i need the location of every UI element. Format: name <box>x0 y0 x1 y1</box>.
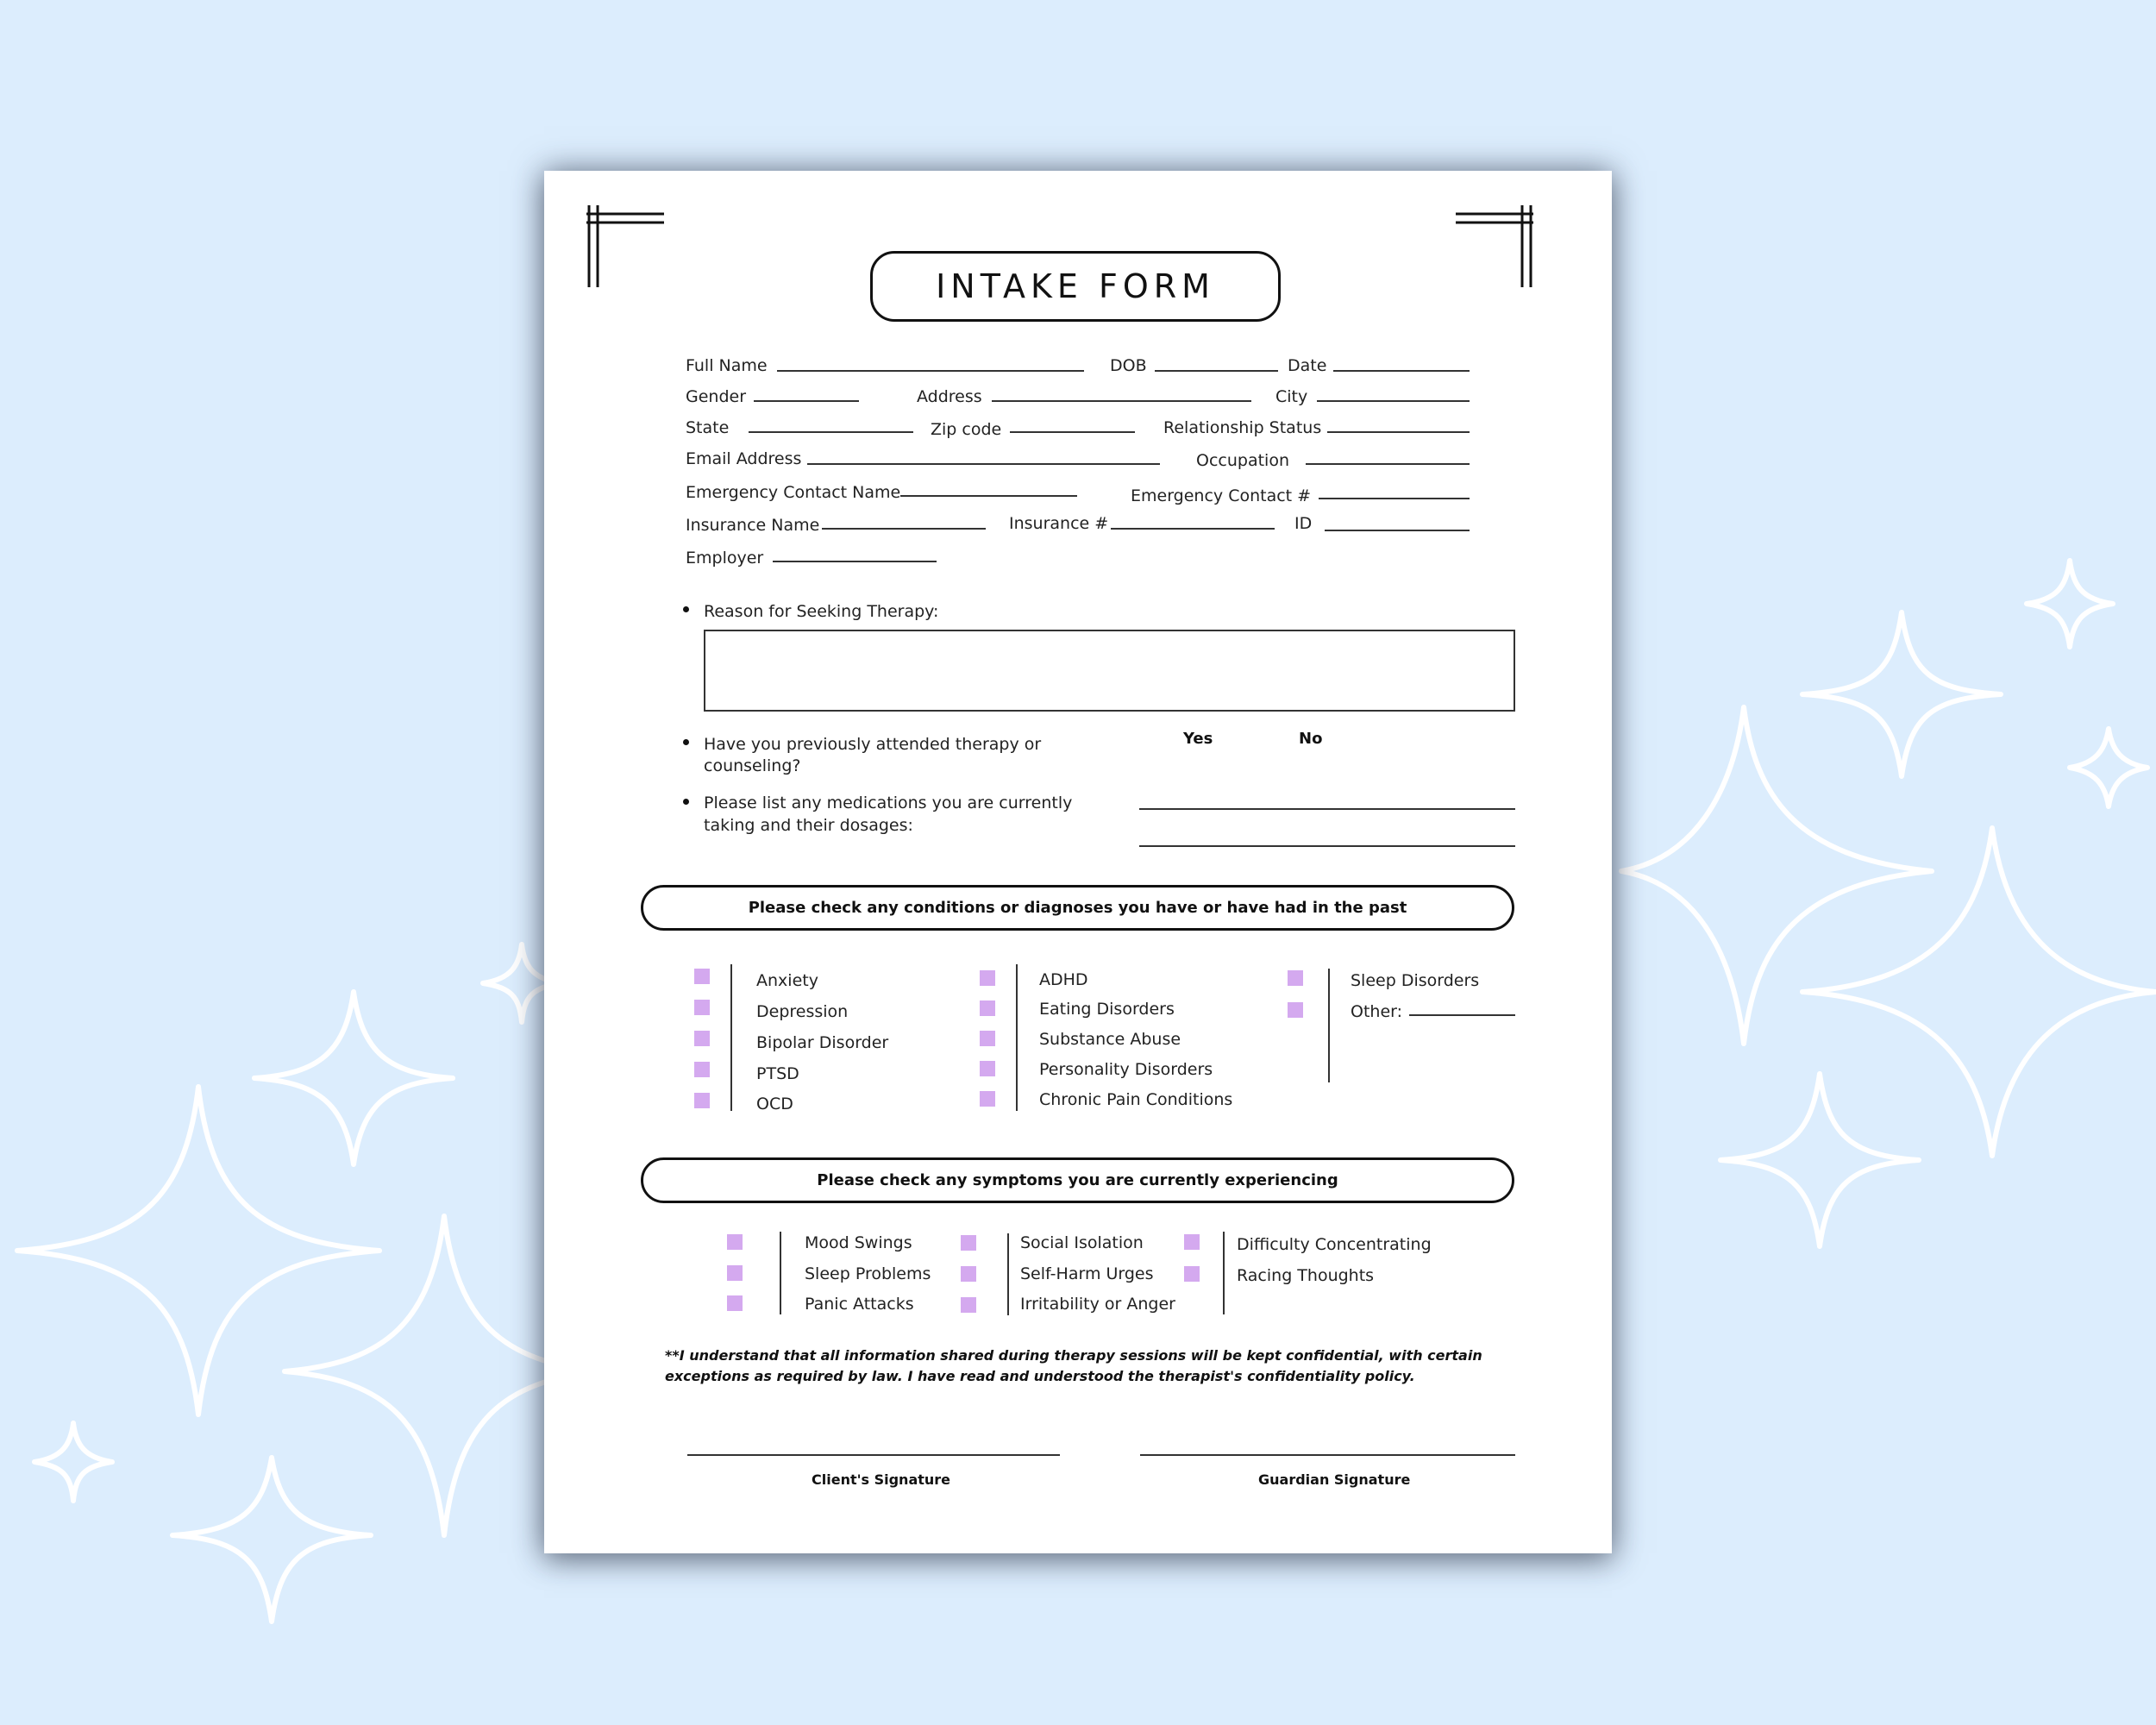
sparkle-icon <box>1802 612 2001 776</box>
column-divider <box>1007 1233 1009 1315</box>
emergency-contact-number-label: Emergency Contact # <box>1131 486 1312 505</box>
gender-field[interactable] <box>754 400 859 402</box>
id-field[interactable] <box>1325 530 1470 531</box>
panic-attacks-checkbox[interactable] <box>727 1295 743 1311</box>
yes-option[interactable]: Yes <box>1183 730 1213 748</box>
social-isolation-checkbox[interactable] <box>961 1235 976 1251</box>
full-name-field[interactable] <box>777 370 1084 372</box>
sparkle-icon <box>2070 729 2147 806</box>
bipolar-disorder-checkbox[interactable] <box>694 1031 710 1046</box>
sleep-problems-checkbox[interactable] <box>727 1265 743 1281</box>
symptom-label: Social Isolation <box>1020 1233 1144 1252</box>
occupation-label: Occupation <box>1196 451 1289 470</box>
condition-label: Chronic Pain Conditions <box>1039 1090 1233 1109</box>
corner-ornament-right-icon <box>1456 205 1533 287</box>
conditions-header: Please check any conditions or diagnoses you have or have had in the past <box>641 885 1514 931</box>
employer-field[interactable] <box>773 561 937 562</box>
column-divider <box>780 1232 781 1314</box>
symptom-label: Sleep Problems <box>805 1264 931 1283</box>
sleep-disorders-checkbox[interactable] <box>1288 970 1303 986</box>
condition-label: PTSD <box>756 1064 799 1083</box>
symptoms-header: Please check any symptoms you are currently experiencing <box>641 1157 1514 1203</box>
symptom-label: Mood Swings <box>805 1233 912 1252</box>
sparkle-icon <box>1621 707 1932 1044</box>
insurance-number-label: Insurance # <box>1009 514 1109 533</box>
condition-label: Substance Abuse <box>1039 1030 1181 1049</box>
column-divider <box>1223 1232 1225 1314</box>
mood-swings-checkbox[interactable] <box>727 1234 743 1250</box>
bullet-icon <box>683 606 689 612</box>
bullet-icon <box>683 799 689 805</box>
client-signature-label: Client's Signature <box>812 1471 951 1488</box>
symptom-label: Racing Thoughts <box>1237 1266 1375 1285</box>
ptsd-checkbox[interactable] <box>694 1062 710 1077</box>
self-harm-urges-checkbox[interactable] <box>961 1266 976 1282</box>
form-title: INTAKE FORM <box>870 251 1281 322</box>
sparkle-icon <box>1802 828 2156 1156</box>
sparkle-icon <box>2027 561 2113 647</box>
address-field[interactable] <box>992 400 1251 402</box>
no-option[interactable]: No <box>1299 730 1323 748</box>
column-divider <box>1016 964 1018 1111</box>
medications-field-2[interactable] <box>1139 845 1515 847</box>
eating-disorders-checkbox[interactable] <box>980 1000 995 1016</box>
intake-form-page <box>544 171 1612 1553</box>
difficulty-concentrating-checkbox[interactable] <box>1184 1234 1200 1250</box>
sparkle-icon <box>172 1458 371 1622</box>
adhd-checkbox[interactable] <box>980 970 995 986</box>
bullet-icon <box>683 739 689 745</box>
sparkle-icon <box>34 1423 112 1501</box>
date-label: Date <box>1288 356 1327 375</box>
condition-label: OCD <box>756 1095 793 1113</box>
guardian-signature-field[interactable] <box>1140 1454 1515 1456</box>
condition-label: Personality Disorders <box>1039 1060 1213 1079</box>
sparkle-icon <box>1720 1074 1919 1246</box>
emergency-contact-name-label: Emergency Contact Name <box>686 483 901 502</box>
ocd-checkbox[interactable] <box>694 1093 710 1108</box>
occupation-field[interactable] <box>1306 463 1470 465</box>
relationship-status-label: Relationship Status <box>1163 418 1322 437</box>
condition-label: Other: <box>1351 1002 1403 1021</box>
address-label: Address <box>917 387 982 406</box>
medications-field-1[interactable] <box>1139 808 1515 810</box>
zip-code-field[interactable] <box>1010 431 1135 433</box>
anxiety-checkbox[interactable] <box>694 969 710 984</box>
emergency-contact-name-field[interactable] <box>900 495 1077 497</box>
guardian-signature-label: Guardian Signature <box>1258 1471 1411 1488</box>
irritability-checkbox[interactable] <box>961 1297 976 1313</box>
previous-therapy-question-cont: counseling? <box>704 756 801 775</box>
date-field[interactable] <box>1333 370 1470 372</box>
medications-question-cont: taking and their dosages: <box>704 816 913 835</box>
insurance-name-label: Insurance Name <box>686 516 820 535</box>
symptom-label: Self-Harm Urges <box>1020 1264 1154 1283</box>
condition-label: Sleep Disorders <box>1351 971 1480 990</box>
column-divider <box>1328 969 1330 1082</box>
chronic-pain-checkbox[interactable] <box>980 1091 995 1107</box>
symptom-label: Difficulty Concentrating <box>1237 1235 1432 1254</box>
state-field[interactable] <box>749 431 913 433</box>
symptom-label: Panic Attacks <box>805 1295 914 1314</box>
employer-label: Employer <box>686 549 764 568</box>
reason-textarea[interactable] <box>704 630 1515 712</box>
symptom-label: Irritability or Anger <box>1020 1295 1175 1314</box>
condition-label: Eating Disorders <box>1039 1000 1175 1019</box>
id-label: ID <box>1294 514 1313 533</box>
dob-field[interactable] <box>1155 370 1278 372</box>
condition-label: Depression <box>756 1002 849 1021</box>
condition-label: Bipolar Disorder <box>756 1033 889 1052</box>
dob-label: DOB <box>1110 356 1147 375</box>
full-name-label: Full Name <box>686 356 768 375</box>
other-condition-field[interactable] <box>1409 1014 1515 1016</box>
insurance-number-field[interactable] <box>1111 528 1275 530</box>
email-address-label: Email Address <box>686 449 802 468</box>
reason-label: Reason for Seeking Therapy: <box>704 602 939 621</box>
personality-disorders-checkbox[interactable] <box>980 1061 995 1076</box>
insurance-name-field[interactable] <box>822 528 986 530</box>
city-label: City <box>1275 387 1308 406</box>
city-field[interactable] <box>1317 400 1470 402</box>
other-condition-checkbox[interactable] <box>1288 1002 1303 1018</box>
depression-checkbox[interactable] <box>694 1000 710 1015</box>
email-address-field[interactable] <box>807 463 1160 465</box>
substance-abuse-checkbox[interactable] <box>980 1031 995 1046</box>
relationship-status-field[interactable] <box>1327 431 1470 433</box>
state-label: State <box>686 418 730 437</box>
client-signature-field[interactable] <box>687 1454 1060 1456</box>
corner-ornament-left-icon <box>586 205 664 287</box>
confidentiality-note: **I understand that all information shared during therapy sessions will be kept confidential, with certain exceptions as required by law. I have read and understood the therapist's confidentiality policy. <box>665 1347 1482 1384</box>
gender-label: Gender <box>686 387 747 406</box>
sparkle-icon <box>254 992 453 1164</box>
medications-question: Please list any medications you are currently <box>704 794 1073 812</box>
racing-thoughts-checkbox[interactable] <box>1184 1266 1200 1282</box>
column-divider <box>730 964 732 1111</box>
zip-code-label: Zip code <box>931 420 1002 439</box>
previous-therapy-question: Have you previously attended therapy or <box>704 735 1042 754</box>
emergency-contact-number-field[interactable] <box>1319 498 1470 499</box>
condition-label: ADHD <box>1039 970 1088 989</box>
condition-label: Anxiety <box>756 971 818 990</box>
